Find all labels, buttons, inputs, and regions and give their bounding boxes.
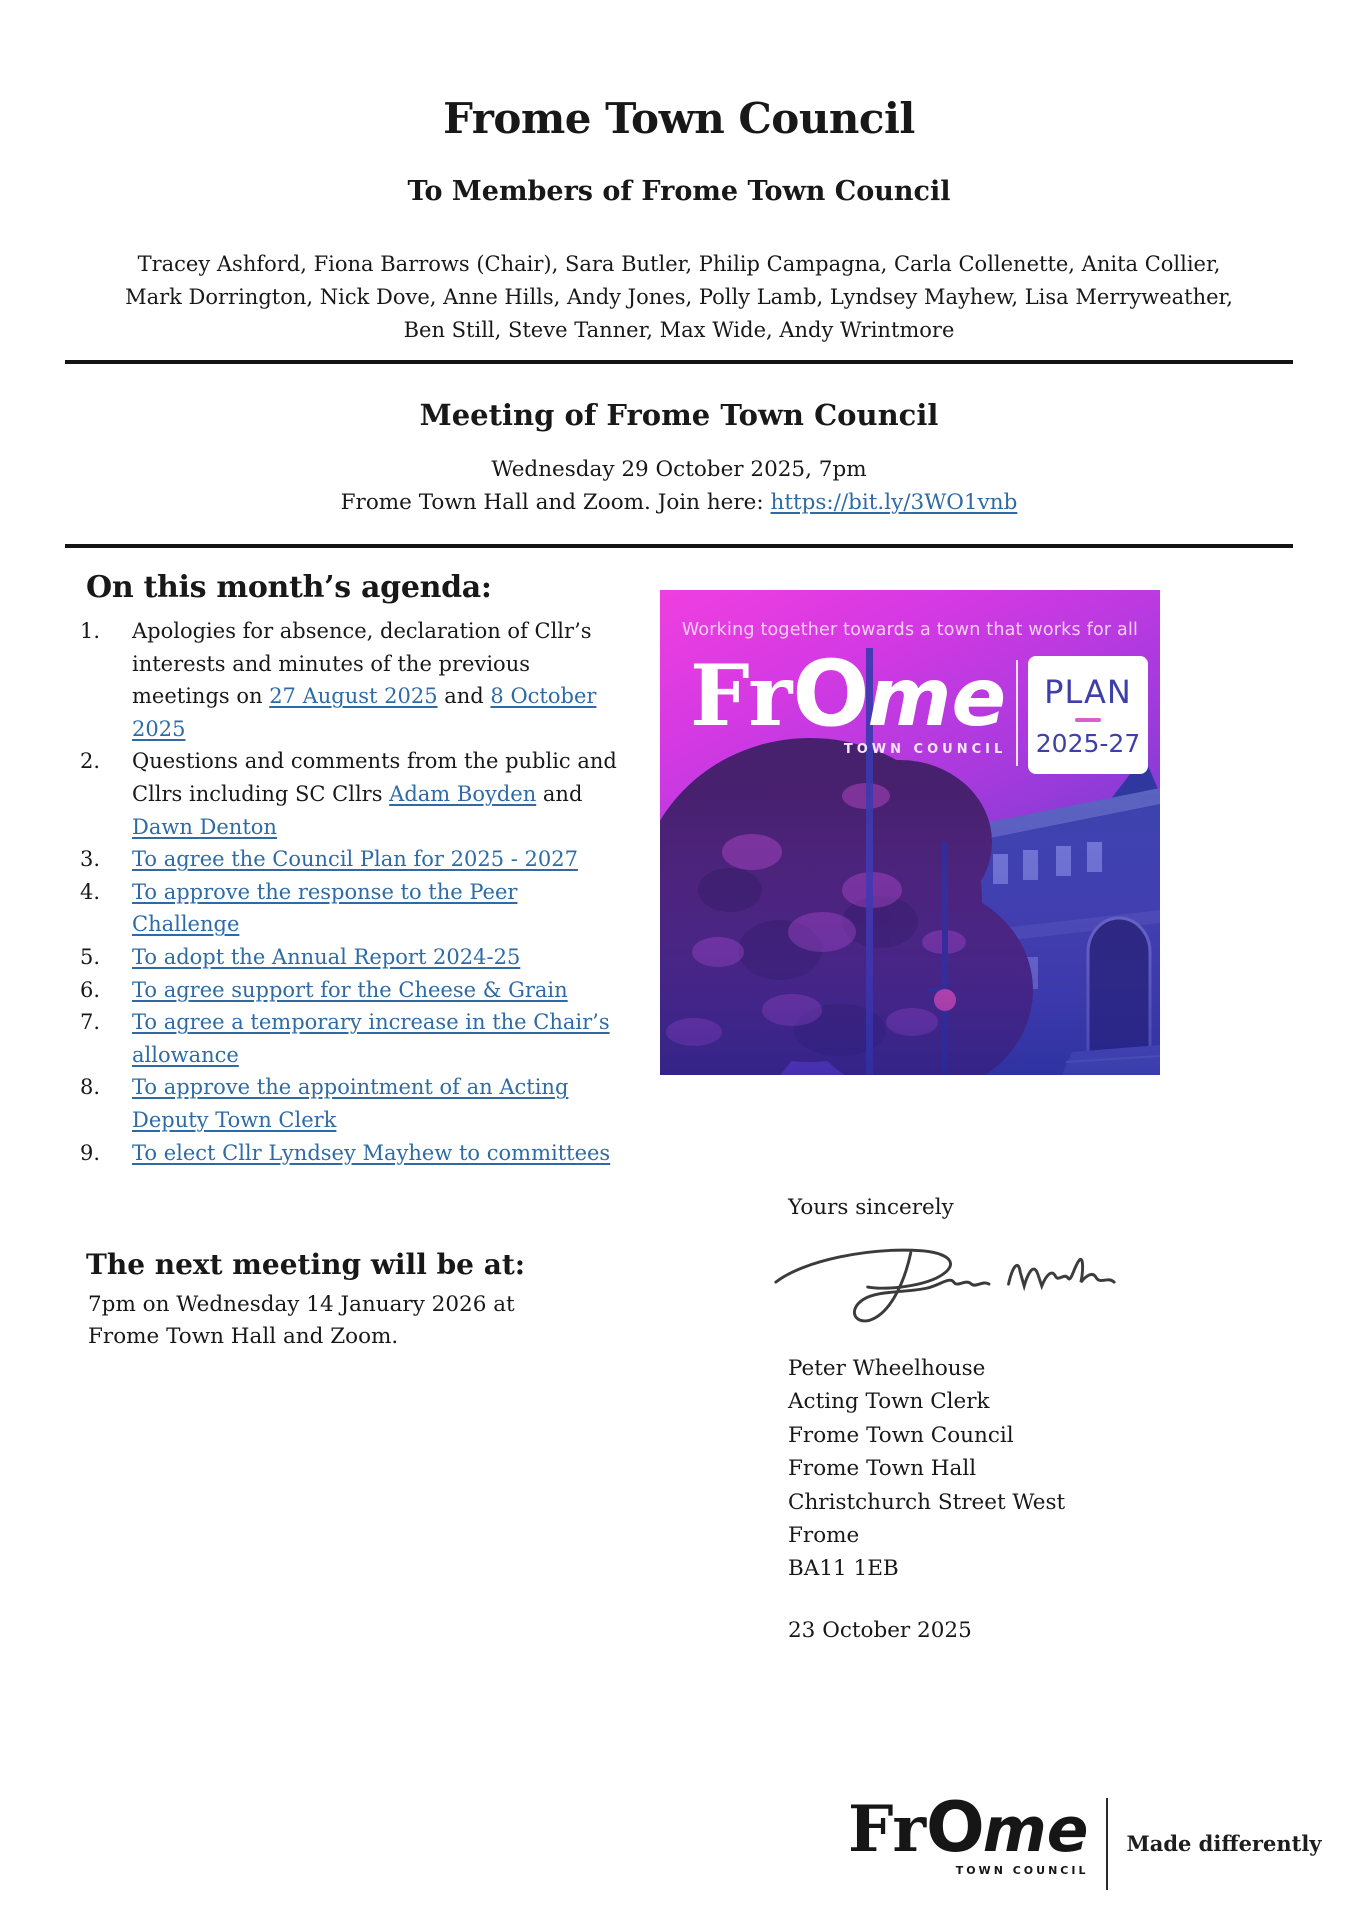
members-line: Mark Dorrington, Nick Dove, Anne Hills, Andy Jones, Polly Lamb, Lyndsey Mayhew, Lisa Merryweather, (125, 285, 1233, 309)
town-council-label: TOWN COUNCIL (843, 742, 1007, 758)
agenda-item (78, 1071, 626, 1136)
wordmark-letters: me (982, 1795, 1089, 1866)
meeting-heading: Meeting of Frome Town Council (419, 398, 939, 432)
agenda-item-number: 4. (80, 879, 101, 904)
agenda-link[interactable]: 8 October 2025 (132, 684, 597, 741)
wordmark-letters: Fr (848, 1792, 927, 1867)
agenda-link[interactable]: To approve the response to the Peer Challenge (132, 879, 518, 937)
agenda-text: and (536, 781, 583, 806)
agenda-item-number: 3. (80, 847, 101, 872)
plan-title: PLAN (1044, 672, 1132, 711)
page-title: Frome Town Council (443, 94, 915, 143)
agenda-item-text (132, 1075, 568, 1132)
plan-dash-graphic (1075, 718, 1101, 722)
banner-divider-line (1016, 660, 1018, 766)
agenda-item-number: 9. (80, 1140, 101, 1165)
agenda-text: Apologies for absence, declaration of Cllr’s interests and minutes of the previous meetings on (132, 619, 592, 709)
meeting-datetime: Wednesday 29 October 2025, 7pm (491, 457, 867, 482)
agenda-item-number: 8. (80, 1075, 101, 1100)
agenda-item (78, 843, 626, 876)
agenda-list (78, 615, 626, 1169)
agenda-link[interactable]: To agree a temporary increase in the Chair’s allowance (132, 1010, 610, 1067)
agenda-item-text (132, 847, 578, 871)
agenda-item-number: 1. (80, 619, 101, 643)
town-council-label: TOWN COUNCIL (955, 1863, 1089, 1877)
sender-org: Frome Town Council (788, 1422, 1014, 1448)
sender-details-block (788, 1352, 1065, 1586)
letter-date: 23 October 2025 (788, 1618, 972, 1643)
agenda-item-text (132, 619, 596, 741)
council-members-list (54, 248, 1304, 347)
footer-frome-logo (848, 1788, 1089, 1890)
banner-logo-block (690, 642, 1007, 758)
agenda-item (78, 745, 626, 843)
agenda-item (78, 1006, 626, 1071)
frome-logo (848, 1788, 1089, 1868)
agenda-heading: On this month’s agenda: (86, 570, 492, 605)
salutation: Yours sincerely (788, 1195, 954, 1220)
next-meeting-details: 7pm on Wednesday 14 January 2026 at Frome Town Hall and Zoom. (88, 1292, 515, 1349)
footer-divider-line (1106, 1798, 1108, 1890)
sender-role: Acting Town Clerk (788, 1389, 990, 1415)
plan-badge (1028, 656, 1148, 774)
agenda-item (78, 615, 626, 745)
agenda-item-text (132, 880, 517, 937)
wordmark-letters: O (926, 1788, 983, 1868)
agenda-item-text (132, 978, 568, 1002)
council-plan-banner-image (660, 590, 1160, 1075)
agenda-link[interactable]: To elect Cllr Lyndsey Mayhew to committees (132, 1140, 611, 1165)
horizontal-divider (65, 544, 1293, 548)
footer-logo-block (848, 1788, 1322, 1890)
agenda-item (78, 974, 626, 1007)
meeting-location (0, 490, 1358, 515)
agenda-item (78, 941, 626, 974)
agenda-link[interactable]: To adopt the Annual Report 2024-25 (132, 944, 521, 969)
members-line: Tracey Ashford, Fiona Barrows (Chair), Sara Butler, Philip Campagna, Carla Collenette, Anita Collier, (137, 252, 1221, 276)
sender-postcode: BA11 1EB (788, 1556, 899, 1582)
wordmark-letters: me (867, 651, 1007, 745)
sender-address-line: Frome (788, 1523, 860, 1549)
frome-logo (690, 642, 1007, 747)
plan-years: 2025-27 (1035, 728, 1141, 758)
agenda-item-number: 2. (80, 749, 101, 774)
agenda-item (78, 876, 626, 941)
agenda-item-text (132, 1010, 610, 1067)
horizontal-divider (65, 360, 1293, 364)
agenda-text: Questions and comments from the public and Cllrs including SC Cllrs (132, 749, 617, 806)
recipients-heading: To Members of Frome Town Council (407, 176, 951, 207)
agenda-item-number: 7. (80, 1010, 101, 1035)
signature-graphic (768, 1236, 1120, 1340)
agenda-link[interactable]: 27 August 2025 (269, 684, 438, 709)
sender-name: Peter Wheelhouse (788, 1356, 986, 1381)
agenda-item-text (132, 945, 520, 969)
sender-address-line: Christchurch Street West (788, 1489, 1066, 1515)
agenda-item-number: 6. (80, 977, 101, 1002)
agenda-link[interactable]: To agree support for the Cheese & Grain (132, 977, 568, 1002)
agenda-link[interactable]: To agree the Council Plan for 2025 - 2027 (132, 847, 578, 872)
agenda-link[interactable]: To approve the appointment of an Acting Deputy Town Clerk (132, 1075, 569, 1132)
agenda-item-text (132, 1141, 610, 1165)
next-meeting-heading: The next meeting will be at: (86, 1248, 526, 1281)
agenda-item-text (132, 749, 617, 838)
agenda-item-number: 5. (80, 944, 101, 969)
wordmark-letters: Fr (690, 646, 793, 745)
wordmark-letters: O (792, 642, 868, 747)
agenda-link[interactable]: Adam Boyden (389, 781, 537, 806)
meeting-location-text: Frome Town Hall and Zoom. Join here: (340, 490, 771, 515)
agenda-link[interactable]: Dawn Denton (132, 814, 277, 839)
zoom-join-link[interactable]: https://bit.ly/3WO1vnb (770, 490, 1018, 515)
members-line: Ben Still, Steve Tanner, Max Wide, Andy Wrintmore (403, 318, 955, 342)
sender-address-line: Frome Town Hall (788, 1456, 977, 1482)
banner-tagline: Working together towards a town that works for all (681, 620, 1139, 640)
footer-tagline: Made differently (1126, 1830, 1322, 1856)
agenda-text: and (437, 684, 491, 709)
agenda-item (78, 1137, 626, 1170)
